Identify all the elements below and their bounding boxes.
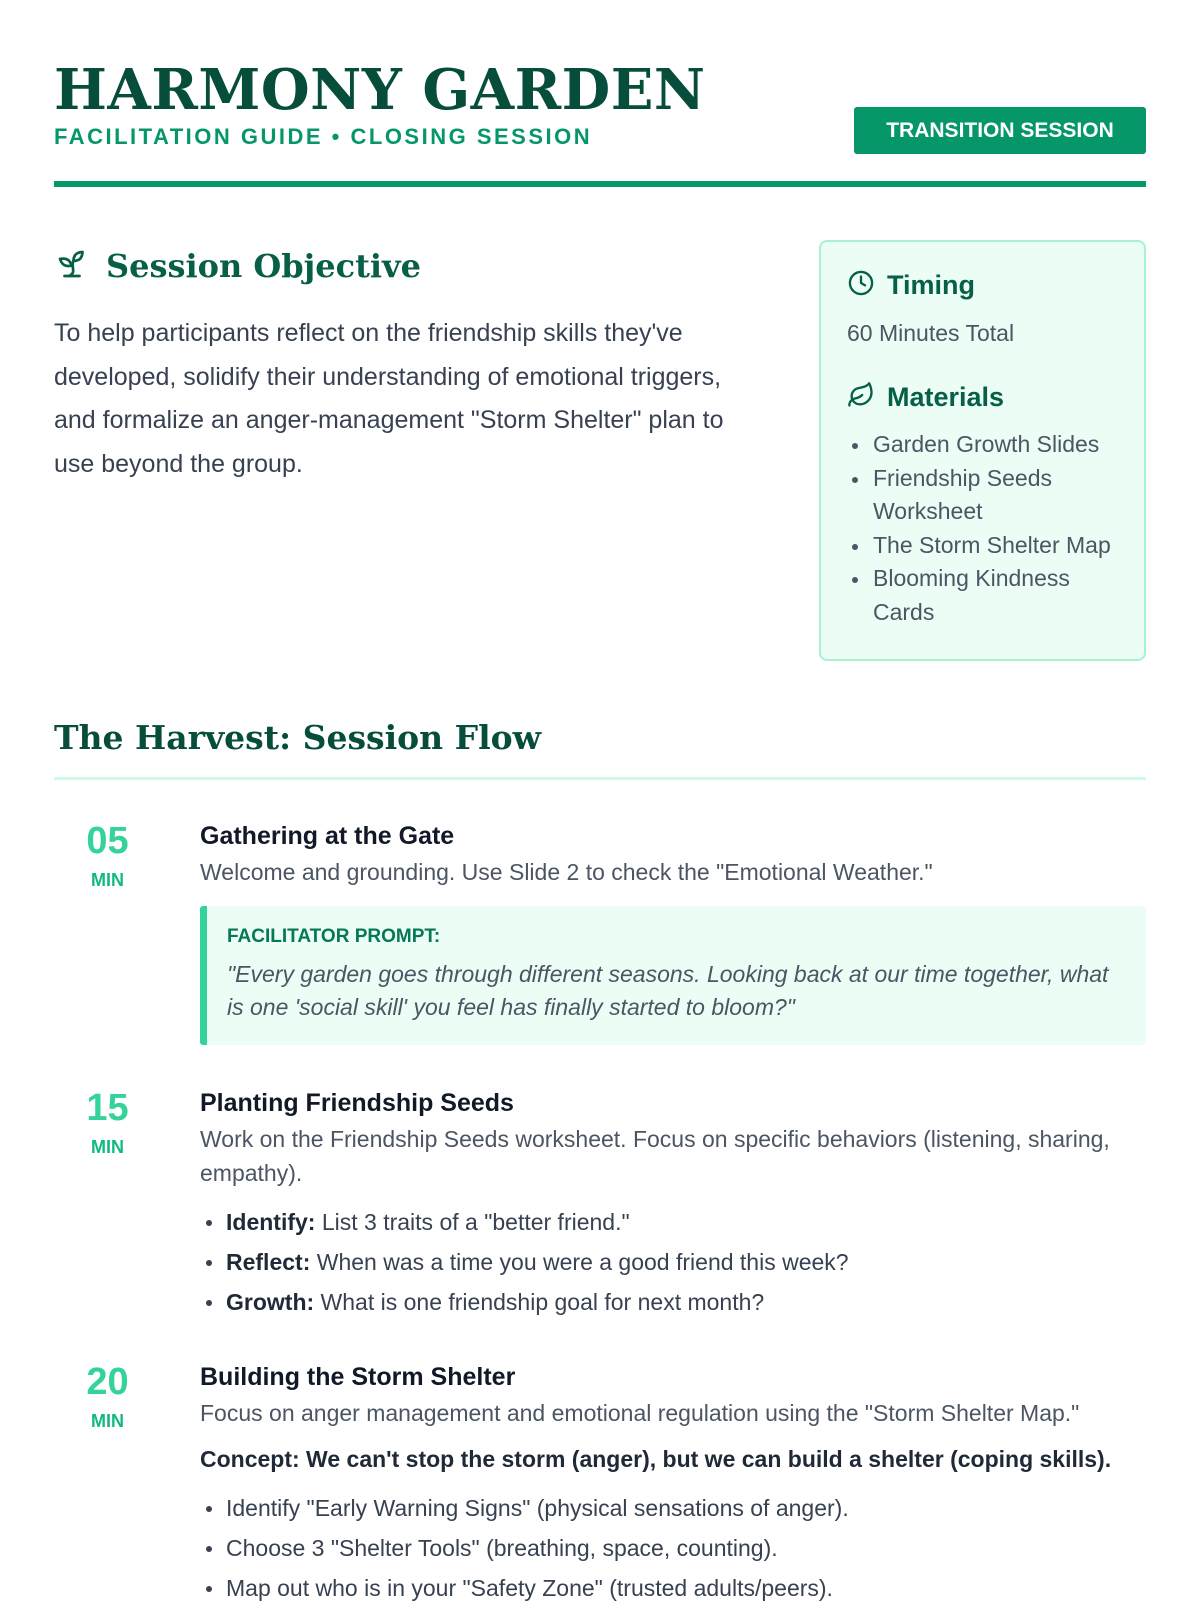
list-item: Choose 3 "Shelter Tools" (breathing, space, counting). <box>226 1528 1146 1568</box>
page-title: HARMONY GARDEN <box>54 57 706 123</box>
step-title: Gathering at the Gate <box>200 822 455 850</box>
list-item <box>226 1202 1146 1242</box>
timing-heading: Timing <box>887 269 976 300</box>
list-item: Garden Growth Slides <box>873 428 1118 462</box>
bullet-text: What is one friendship goal for next month? <box>314 1289 765 1315</box>
materials-list <box>847 428 1118 629</box>
step-body <box>200 1361 1146 1608</box>
list-item <box>226 1242 1146 1282</box>
concept-statement: Concept: We can't stop the storm (anger), but we can build a shelter (coping skills). <box>200 1445 1112 1472</box>
prompt-label: FACILITATOR PROMPT: <box>227 925 441 947</box>
step-title: Planting Friendship Seeds <box>200 1089 514 1117</box>
duration-unit: MIN <box>91 1411 124 1431</box>
bullet-text: When was a time you were a good friend this week? <box>310 1249 849 1275</box>
bullet-label: Growth: <box>226 1289 315 1315</box>
session-type-badge: TRANSITION SESSION <box>854 107 1146 154</box>
duration-minutes: 05 <box>86 820 129 862</box>
duration-unit: MIN <box>91 870 124 890</box>
step-body <box>200 820 1146 1045</box>
page-subtitle: FACILITATION GUIDE • CLOSING SESSION <box>54 124 593 149</box>
flow-divider <box>54 777 1146 780</box>
step-duration <box>54 1087 161 1159</box>
step-body <box>200 1087 1146 1322</box>
step-description: Work on the Friendship Seeds worksheet. Focus on specific behaviors (listening, sharing, empathy). <box>200 1126 1110 1186</box>
sprout-icon <box>54 246 90 287</box>
prompt-text: "Every garden goes through different seasons. Looking back at our time together, what is one 'social skill' you feel has finally started to bloom?" <box>227 960 1109 1020</box>
session-info-panel <box>819 240 1146 661</box>
step-bullet-list <box>200 1202 1146 1322</box>
step-duration <box>54 820 161 892</box>
session-objective-section <box>54 244 754 486</box>
bullet-label: Reflect: <box>226 1249 311 1275</box>
objective-text: To help participants reflect on the friendship skills they've developed, solidify their understanding of emotional triggers, and formalize an anger-management "Storm Shelter" plan to use beyond the group. <box>54 319 724 478</box>
duration-minutes: 20 <box>86 1361 129 1403</box>
timing-value: 60 Minutes Total <box>847 320 1015 346</box>
list-item: The Storm Shelter Map <box>873 529 1118 563</box>
step-description: Welcome and grounding. Use Slide 2 to check the "Emotional Weather." <box>200 859 933 885</box>
list-item <box>226 1282 1146 1322</box>
duration-unit: MIN <box>91 1137 124 1157</box>
duration-minutes: 15 <box>86 1087 129 1129</box>
clock-icon <box>847 269 875 302</box>
leaf-icon <box>847 381 875 414</box>
step-bullet-list <box>200 1488 1146 1608</box>
step-title: Building the Storm Shelter <box>200 1363 516 1391</box>
list-item: Identify "Early Warning Signs" (physical sensations of anger). <box>226 1488 1146 1528</box>
facilitator-prompt-callout <box>200 906 1146 1045</box>
facilitation-guide-page <box>54 0 1146 1601</box>
list-item: Friendship Seeds Worksheet <box>873 462 1118 529</box>
page-header <box>54 0 1146 188</box>
objective-heading: Session Objective <box>106 247 421 285</box>
bullet-text: List 3 traits of a "better friend." <box>315 1209 630 1235</box>
list-item: Blooming Kindness Cards <box>873 562 1118 629</box>
list-item: Map out who is in your "Safety Zone" (trusted adults/peers). <box>226 1568 1146 1608</box>
step-description: Focus on anger management and emotional regulation using the "Storm Shelter Map." <box>200 1400 1080 1426</box>
bullet-label: Identify: <box>226 1209 316 1235</box>
header-divider <box>54 181 1146 187</box>
materials-heading: Materials <box>887 381 1005 412</box>
step-duration <box>54 1361 161 1433</box>
session-flow-heading: The Harvest: Session Flow <box>54 718 542 757</box>
